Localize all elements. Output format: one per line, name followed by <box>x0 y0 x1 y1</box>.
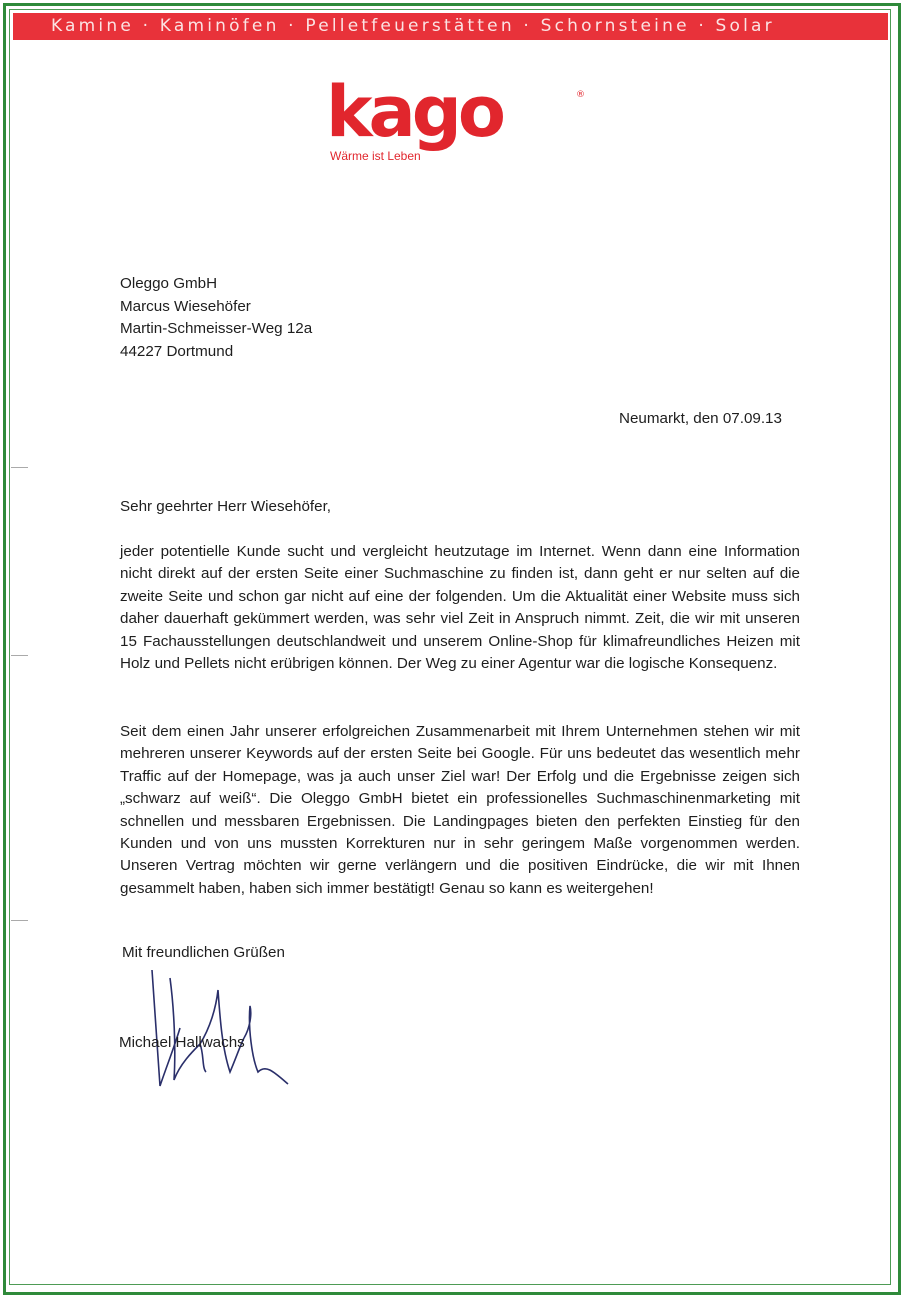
logo-wordmark: kago <box>326 71 502 153</box>
logo-slogan: Wärme ist Leben <box>330 149 421 163</box>
handwritten-signature <box>140 968 300 1093</box>
fold-mark-bottom <box>11 920 28 921</box>
kago-logo <box>326 71 588 170</box>
logo-registered-mark: ® <box>576 90 585 100</box>
header-banner: Kamine · Kaminöfen · Pelletfeuerstätten · Schornsteine · Solar <box>13 13 888 40</box>
recipient-street: Martin-Schmeisser-Weg 12a <box>120 320 313 337</box>
date-line: Neumarkt, den 07.09.13 <box>619 410 782 427</box>
closing: Mit freundlichen Grüßen <box>122 944 285 961</box>
signer-name: Michael Hallwachs <box>119 1034 245 1051</box>
body-paragraph-1: jeder potentielle Kunde sucht und vergleicht heutzutage im Internet. Wenn dann eine Information nicht direkt auf der ersten Seite einer Suchmaschine zu finden ist, dann geht er nur selten auf die zweite Seite und schon gar nicht auf eine der folgenden. Um die Aktualität einer Website muss sich daher dauerhaft gekümmert werden, was sehr viel Zeit in Anspruch nimmt. Zeit, die wir mit unseren 15 Fachausstellungen deutschlandweit und unserem Online-Shop für klimafreundliches Heizen mit Holz und Pellets nicht erübrigen können. Der Weg zu einer Agentur war die logische Konsequenz. <box>120 543 800 673</box>
recipient-company: Oleggo GmbH <box>120 275 218 292</box>
recipient-city: 44227 Dortmund <box>120 342 234 360</box>
fold-mark-top <box>11 467 28 468</box>
punch-mark <box>11 655 28 656</box>
salutation: Sehr geehrter Herr Wiesehöfer, <box>120 498 332 515</box>
body-paragraph-2: Seit dem einen Jahr unserer erfolgreichen Zusammenarbeit mit Ihrem Unternehmen stehen wir mit mehreren unserer Keywords auf der ersten Seite bei Google. Für uns bedeutet das wesentlich mehr Traffic auf der Homepage, was ja auch unser Ziel war! Der Erfolg und die Ergebnisse zeigen sich „schwarz auf weiß“. Die Oleggo GmbH bietet ein professionelles Suchmaschinenmarketing mit schnellen und messbaren Ergebnissen. Die Landingpages bieten den perfekten Einstieg für den Kunden und von uns mussten Korrekturen nur in sehr geringem Maße vorgenommen werden. Unseren Vertrag möchten wir gerne verlängern und die positiven Eindrücke, die wir mit Ihnen gesammelt haben, haben sich immer bestätigt! Genau so kann es weitergehen! <box>120 723 800 897</box>
recipient-name: Marcus Wiesehöfer <box>120 297 251 315</box>
recipient-address <box>120 273 312 363</box>
